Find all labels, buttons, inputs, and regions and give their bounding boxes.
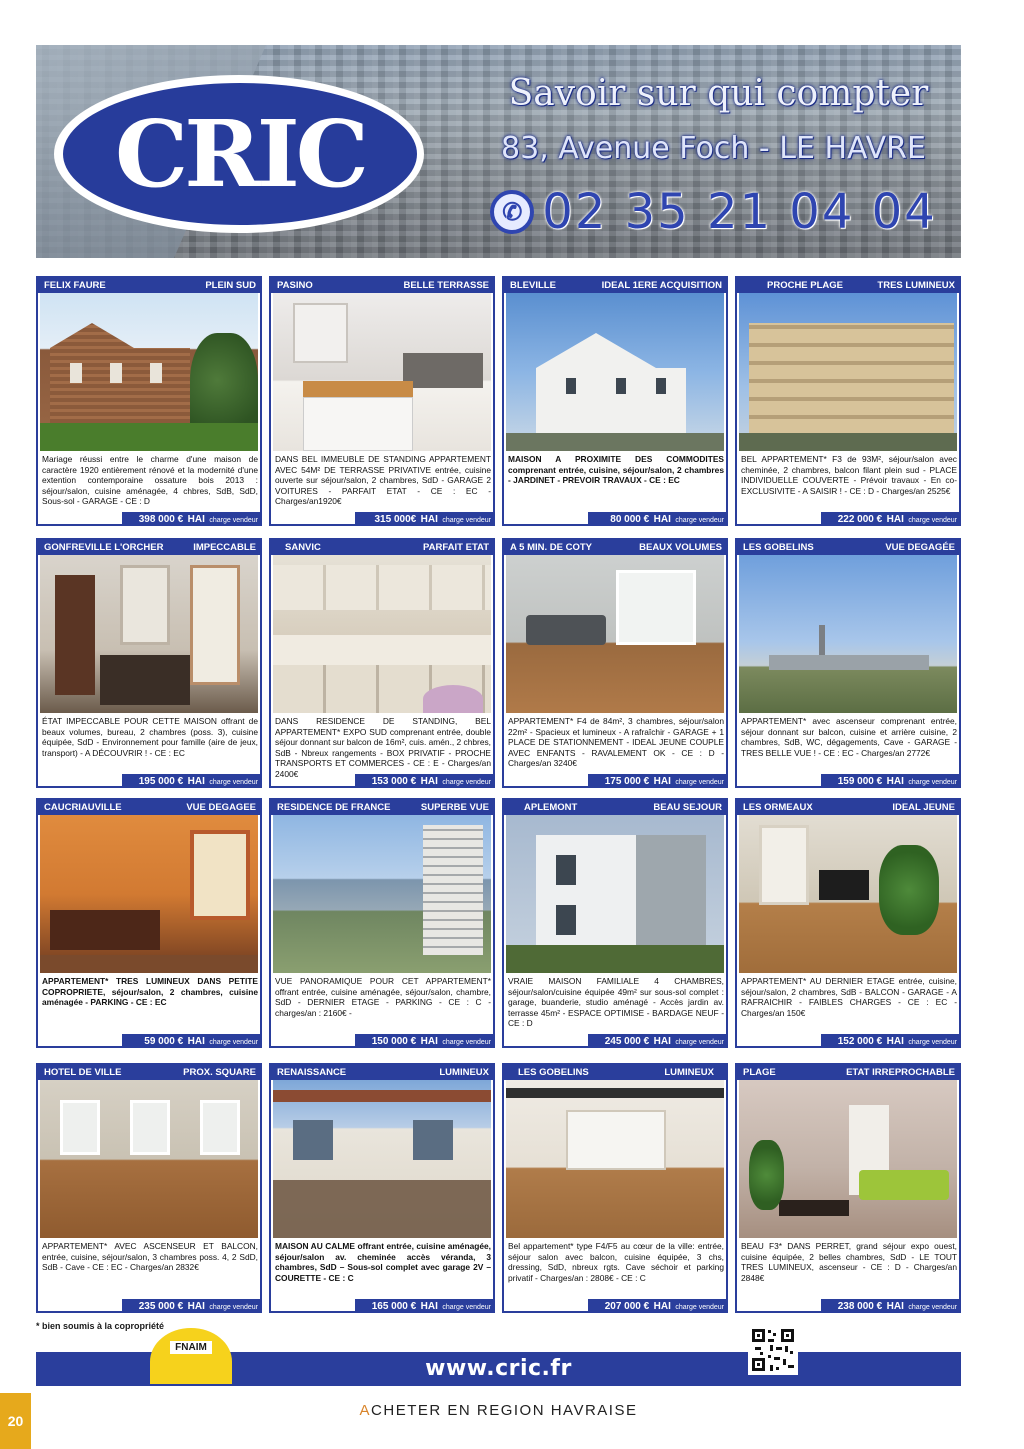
listing-charge: charge vendeur <box>209 1304 258 1311</box>
listing-card[interactable] <box>735 798 961 1048</box>
listing-location: BLEVILLE <box>510 280 556 291</box>
listing-hai: HAI <box>420 1036 438 1047</box>
listing-price-bar <box>821 1299 959 1311</box>
listing-header <box>504 1065 726 1080</box>
phone-icon: ✆ <box>490 190 534 234</box>
listing-photo[interactable] <box>506 1080 724 1238</box>
listing-location: GONFREVILLE L'ORCHER <box>44 542 164 553</box>
listing-price-bar <box>588 1299 726 1311</box>
listing-price: 235 000 € <box>138 1301 184 1312</box>
listing-description: VUE PANORAMIQUE POUR CET APPARTEMENT* offrant entrée, cuisine aménagée, séjour/salon, chambre, SdD - DERNIER ETAGE - PARKING - CE : C - charges/an : 2160€ - <box>275 976 491 1018</box>
listing-header <box>737 540 959 555</box>
listing-tag: ETAT IRREPROCHABLE <box>846 1067 955 1078</box>
listing-hai: HAI <box>420 1301 438 1312</box>
listing-price: 80 000 € <box>610 514 650 525</box>
listing-header <box>504 278 726 293</box>
listing-price-bar <box>588 774 726 786</box>
section-title-rest: CHETER EN REGION HAVRAISE <box>371 1402 638 1419</box>
listing-price: 159 000 € <box>837 776 883 787</box>
listing-location: LES GOBELINS <box>518 1067 589 1078</box>
listing-card[interactable] <box>269 798 495 1048</box>
fnaim-logo <box>150 1328 232 1384</box>
listing-description: Bel appartement* type F4/F5 au cœur de la ville: entrée, séjour salon avec balcon, cuisine équipée, 3 chs, dressing, SdD, nbreux rgts. Cave séchoir et parking privatif - Charges/an : 2808€ - CE : C <box>508 1241 724 1283</box>
listing-price: 59 000 € <box>144 1036 184 1047</box>
listing-card[interactable] <box>735 276 961 526</box>
listing-price-bar <box>122 1299 260 1311</box>
listing-photo[interactable] <box>739 293 957 451</box>
listing-charge: charge vendeur <box>675 1039 724 1046</box>
listing-tag: TRES LUMINEUX <box>877 280 955 291</box>
listing-location: LES GOBELINS <box>743 542 814 553</box>
logo <box>63 83 417 225</box>
listing-location: RENAISSANCE <box>277 1067 347 1078</box>
listing-price-bar <box>122 774 260 786</box>
listing-price: 315 000€ <box>374 514 417 525</box>
listing-tag: PLEIN SUD <box>205 280 256 291</box>
listing-charge: charge vendeur <box>908 1304 957 1311</box>
listing-photo[interactable] <box>506 293 724 451</box>
listing-location: PASINO <box>277 280 313 291</box>
listing-card[interactable] <box>502 276 728 526</box>
listing-tag: LUMINEUX <box>439 1067 489 1078</box>
listing-header <box>737 1065 959 1080</box>
listing-hai: HAI <box>886 776 904 787</box>
listing-header <box>271 1065 493 1080</box>
listing-price-bar <box>821 774 959 786</box>
listing-hai: HAI <box>653 776 671 787</box>
listing-price-bar <box>821 512 959 524</box>
listing-description: DANS RESIDENCE DE STANDING, BEL APPARTEMENT* EXPO SUD comprenant entrée, double séjour donnant sur balcon de 16m², cuis. amén., 2 chbres, SdB - Nbreux rangements - BOX PRIVATIF - PROCHE TRANSPORTS ET COMMERCES - CE : E - Charges/an 2400€ <box>275 716 492 779</box>
listing-charge: charge vendeur <box>209 517 258 524</box>
listing-description: DANS BEL IMMEUBLE DE STANDING APPARTEMENT AVEC 54M² DE TERRASSE PRIVATIVE entrée, cuisine ouverte sur séjour/salon, 2 chambres, SdD - GARAGE 2 VOITURES - PARFAIT ETAT - CE : EC - Charges/an1920€ <box>275 454 491 507</box>
page-number: 20 <box>0 1393 31 1449</box>
listing-header <box>38 278 260 293</box>
listing-tag: BELLE TERRASSE <box>403 280 489 291</box>
listing-price-bar <box>122 512 260 524</box>
listing-description: Mariage réussi entre le charme d'une maison de caractère 1920 entièrement rénové et la modernité d'une extention contemporaine ossature bois 2013 : séjour/salon, cuisine aménagée, 4 chbres, SdB, SdD, Sous-sol - GARAGE - CE : D <box>42 454 258 507</box>
listing-card[interactable] <box>36 798 262 1048</box>
listing-price-bar <box>588 1034 726 1046</box>
listing-description: BEL APPARTEMENT* F3 de 93M², séjour/salon avec cheminée, 2 chambres, balcon filant plein sud - PLACE INDIVIDUELLE COUVERTE - Prévoir travaux - En co-EXCLUSIVITE - A SAISIR ! - CE : D - Charges/an 2525€ <box>741 454 957 496</box>
listing-tag: BEAU SEJOUR <box>653 802 722 813</box>
agency-address: 83, Avenue Foch - LE HAVRE <box>501 131 926 166</box>
listing-charge: charge vendeur <box>209 779 258 786</box>
listing-photo[interactable] <box>40 555 258 713</box>
listing-tag: IDEAL JEUNE <box>892 802 955 813</box>
listing-hai: HAI <box>653 1036 671 1047</box>
website-link[interactable]: www.cric.fr <box>425 1356 572 1381</box>
listing-description: APPARTEMENT* F4 de 84m², 3 chambres, séjour/salon 22m² - Spacieux et lumineux - A rafraîchir - GARAGE + 1 PLACE DE STATIONNEMENT - IDEAL JEUNE COUPLE AVEC ENFANTS - RAVALEMENT OK - CE : D - Charges/an 3240€ <box>508 716 724 769</box>
listing-description: MAISON A PROXIMITE DES COMMODITES comprenant entrée, cuisine, séjour/salon, 2 chambres - JARDINET - PREVOIR TRAVAUX - CE : EC <box>508 454 724 486</box>
listing-hai: HAI <box>187 1036 205 1047</box>
listing-description: ÉTAT IMPECCABLE POUR CETTE MAISON offrant de beaux volumes, bureau, 2 chambres (poss. 3), cuisine équipée, SdD - Environnement pour famille (aire de jeux, transport) - A DÉCOUVRIR ! - CE : EC <box>42 716 258 758</box>
listing-price-bar <box>588 512 726 524</box>
listing-photo[interactable] <box>273 555 491 713</box>
listing-charge: charge vendeur <box>442 1304 491 1311</box>
listing-location: PLAGE <box>743 1067 776 1078</box>
copropriete-footnote: * bien soumis à la copropriété <box>36 1321 165 1331</box>
listing-header <box>271 800 493 815</box>
listing-hai: HAI <box>886 514 904 525</box>
listing-header <box>38 540 260 555</box>
listing-photo[interactable] <box>273 1080 491 1238</box>
listing-photo[interactable] <box>739 555 957 713</box>
listing-card[interactable] <box>735 538 961 788</box>
listing-header <box>271 278 493 293</box>
section-title-initial: A <box>359 1402 372 1419</box>
listing-photo[interactable] <box>739 1080 957 1238</box>
listing-price-bar <box>355 1034 493 1046</box>
slogan: Savoir sur qui compter <box>508 73 929 114</box>
listing-price: 175 000 € <box>604 776 650 787</box>
listing-charge: charge vendeur <box>908 1039 957 1046</box>
listing-tag: PARFAIT ETAT <box>423 542 489 553</box>
listing-location: CAUCRIAUVILLE <box>44 802 122 813</box>
listing-description: APPARTEMENT* TRES LUMINEUX DANS PETITE COPROPRIETE, séjour/salon, 2 chambres, cuisine aménagée - PARKING - CE : EC <box>42 976 258 1008</box>
listing-hai: HAI <box>653 1301 671 1312</box>
listing-price: 398 000 € <box>138 514 184 525</box>
phone-number[interactable]: 02 35 21 04 04 <box>542 184 937 240</box>
listing-description: APPARTEMENT* AU DERNIER ETAGE entrée, cuisine, séjour/salon, 2 chambres, SdB - BALCON - GARAGE - A RAFRAICHIR - FAIBLES CHARGES - CE : EC - Charges/an 150€ <box>741 976 957 1018</box>
listing-card[interactable] <box>502 538 728 788</box>
listing-hai: HAI <box>653 514 671 525</box>
listing-charge: charge vendeur <box>908 779 957 786</box>
listing-hai: HAI <box>187 514 205 525</box>
listing-price-bar <box>355 1299 493 1311</box>
listing-hai: HAI <box>187 1301 205 1312</box>
listing-tag: LUMINEUX <box>664 1067 714 1078</box>
listing-header <box>38 800 260 815</box>
listing-price: 222 000 € <box>837 514 883 525</box>
listing-charge: charge vendeur <box>675 779 724 786</box>
listing-card[interactable] <box>502 1063 728 1313</box>
listing-charge: charge vendeur <box>442 779 491 786</box>
phone-row <box>476 181 951 243</box>
qr-code-graphic <box>750 1327 796 1373</box>
listing-description: VRAIE MAISON FAMILIALE 4 CHAMBRES, séjour/salon/cuisine équipée 49m² sur sous-sol complet : garage, buanderie, studio aménagé - Accès jardin av. terrasse 45m² - ESPACE OPTIMISE - BARDAGE NEUF - CE : D <box>508 976 724 1029</box>
listing-header <box>737 278 959 293</box>
listing-location: RESIDENCE DE FRANCE <box>277 802 391 813</box>
listing-hai: HAI <box>420 514 438 525</box>
listing-tag: PROX. SQUARE <box>183 1067 256 1078</box>
listing-price: 165 000 € <box>371 1301 417 1312</box>
listing-location: PROCHE PLAGE <box>767 280 844 291</box>
listing-price: 195 000 € <box>138 776 184 787</box>
listing-location: APLEMONT <box>524 802 578 813</box>
listing-photo[interactable] <box>739 815 957 973</box>
listing-description: APPARTEMENT* AVEC ASCENSEUR ET BALCON, entrée, cuisine, séjour/salon, 3 chambres poss. 4, 2 SdD, SdB - Cave - CE : EC - Charges/an 2832€ <box>42 1241 258 1273</box>
listing-charge: charge vendeur <box>908 517 957 524</box>
listing-location: A 5 MIN. DE COTY <box>510 542 592 553</box>
listing-header <box>504 540 726 555</box>
listing-description: APPARTEMENT* avec ascenseur comprenant entrée, séjour donnant sur balcon, cuisine et arrière cuisine, 2 chambres, SdB, WC, dégagements, Cave - GARAGE - TRES BELLE VUE ! - CE : EC - Charges/an 2772€ <box>741 716 957 758</box>
listing-price: 150 000 € <box>371 1036 417 1047</box>
listing-location: SANVIC <box>285 542 321 553</box>
listing-photo[interactable] <box>40 815 258 973</box>
listing-description: MAISON AU CALME offrant entrée, cuisine aménagée, séjour/salon av. cheminée accès véranda, 3 chambres, SdD – Sous-sol complet avec garage 2V – COURETTE - CE : C <box>275 1241 491 1283</box>
listing-card[interactable] <box>36 1063 262 1313</box>
listing-header <box>271 540 493 555</box>
fnaim-logo-text: FNAIM <box>170 1341 212 1354</box>
listing-charge: charge vendeur <box>442 1039 491 1046</box>
listing-location: HOTEL DE VILLE <box>44 1067 122 1078</box>
logo-text: CRIC <box>115 100 365 208</box>
listing-charge: charge vendeur <box>209 1039 258 1046</box>
listing-price-bar <box>355 774 493 786</box>
listing-price-bar <box>821 1034 959 1046</box>
listing-price-bar <box>122 1034 260 1046</box>
listing-card[interactable] <box>269 1063 495 1313</box>
listing-card[interactable] <box>269 276 495 526</box>
listing-photo[interactable] <box>40 1080 258 1238</box>
section-title <box>36 1402 961 1419</box>
listing-photo[interactable] <box>506 815 724 973</box>
listing-charge: charge vendeur <box>442 517 491 524</box>
listing-tag: VUE DEGAGÉE <box>885 542 955 553</box>
listing-photo[interactable] <box>506 555 724 713</box>
listing-photo[interactable] <box>273 293 491 451</box>
listing-price: 238 000 € <box>837 1301 883 1312</box>
listing-price-bar <box>355 512 493 524</box>
listing-card[interactable] <box>36 276 262 526</box>
listing-price: 152 000 € <box>837 1036 883 1047</box>
listing-header <box>38 1065 260 1080</box>
listing-location: FELIX FAURE <box>44 280 106 291</box>
listing-hai: HAI <box>420 776 438 787</box>
listing-price: 153 000 € <box>371 776 417 787</box>
listing-card[interactable] <box>502 798 728 1048</box>
listing-hai: HAI <box>886 1301 904 1312</box>
qr-code-icon[interactable] <box>748 1325 798 1375</box>
listing-description: BEAU F3* DANS PERRET, grand séjour expo ouest, cuisine équipée, 2 belles chambres, SdD - LE TOUT TRES LUMINEUX, ascenseur - CE : D - Charges/an 2848€ <box>741 1241 957 1283</box>
listing-tag: BEAUX VOLUMES <box>639 542 722 553</box>
listing-price: 245 000 € <box>604 1036 650 1047</box>
listing-tag: VUE DEGAGEE <box>186 802 256 813</box>
listing-tag: SUPERBE VUE <box>420 802 489 813</box>
listing-hai: HAI <box>187 776 205 787</box>
listing-card[interactable] <box>269 538 495 788</box>
listing-tag: IMPECCABLE <box>193 542 256 553</box>
listing-charge: charge vendeur <box>675 517 724 524</box>
listing-tag: IDEAL 1ERE ACQUISITION <box>601 280 722 291</box>
listing-header <box>737 800 959 815</box>
listing-photo[interactable] <box>273 815 491 973</box>
listing-hai: HAI <box>886 1036 904 1047</box>
listing-price: 207 000 € <box>604 1301 650 1312</box>
listing-card[interactable] <box>36 538 262 788</box>
listing-charge: charge vendeur <box>675 1304 724 1311</box>
listing-header <box>504 800 726 815</box>
listing-card[interactable] <box>735 1063 961 1313</box>
listing-photo[interactable] <box>40 293 258 451</box>
header-banner <box>36 45 961 258</box>
listing-location: LES ORMEAUX <box>743 802 813 813</box>
